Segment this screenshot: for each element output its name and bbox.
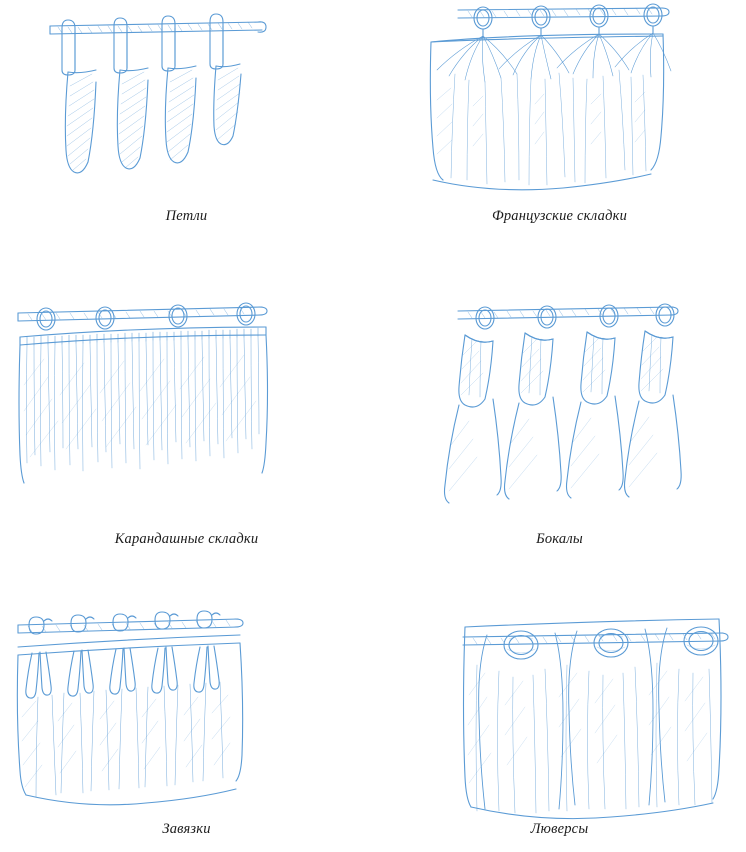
figure-caption: Петли [165,208,208,224]
figure-eyelets [373,585,746,852]
figure-loops [0,0,373,250]
curtain-pencil-pleats-icon [0,275,373,565]
curtain-ties-icon [0,585,373,852]
figure-goblet-pleats [373,275,746,565]
figure-caption: Французские складки [491,208,628,224]
figure-caption: Завязки [162,821,211,837]
curtain-eyelets-icon [373,585,746,852]
figure-french-pleats [373,0,746,250]
curtain-goblet-pleats-icon [373,275,746,565]
figure-caption: Карандашные складки [114,531,259,547]
figure-caption: Люверсы [530,821,589,837]
figure-ties [0,585,373,852]
figure-pencil-pleats [0,275,373,565]
figure-caption: Бокалы [536,531,583,547]
